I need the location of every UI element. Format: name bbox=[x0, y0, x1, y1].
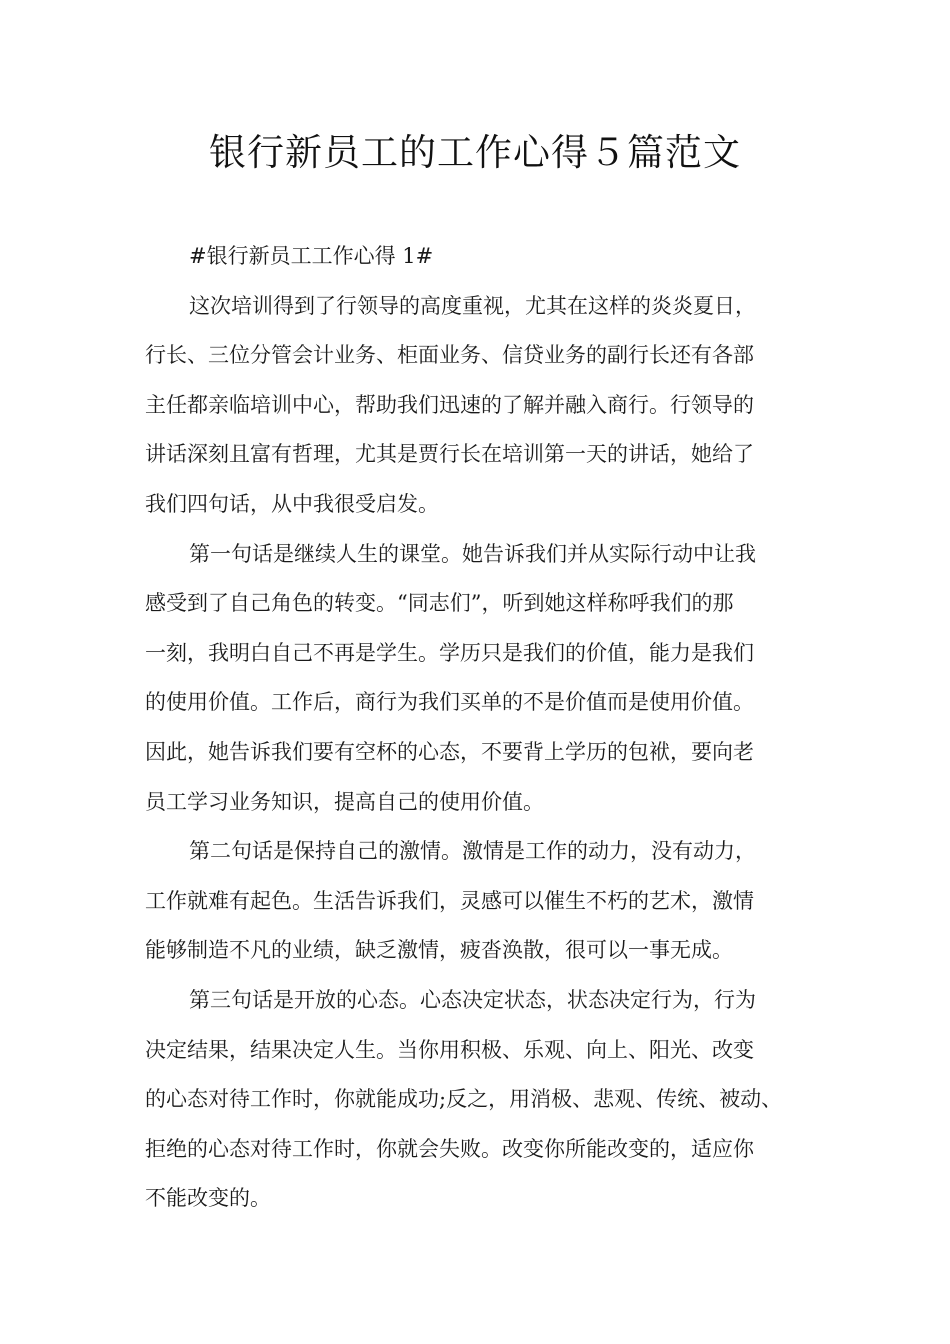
paragraph-3-line-3: 能够制造不凡的业绩，缺乏激情，疲沓涣散，很可以一事无成。 bbox=[145, 938, 733, 963]
paragraph-1-line-1: 这次培训得到了行领导的高度重视，尤其在这样的炎炎夏日， bbox=[189, 293, 756, 318]
paragraph-2-line-5: 因此，她告诉我们要有空杯的心态，不要背上学历的包袱，要向老 bbox=[145, 739, 754, 764]
paragraph-1-line-2: 行长、三位分管会计业务、柜面业务、信贷业务的副行长还有各部 bbox=[145, 343, 754, 368]
paragraph-2-line-3: 一刻，我明白自己不再是学生。学历只是我们的价值，能力是我们 bbox=[145, 640, 754, 665]
section-heading: #银行新员工工作心得 1# bbox=[189, 244, 434, 268]
paragraph-1-line-4: 讲话深刻且富有哲理，尤其是贾行长在培训第一天的讲话，她给了 bbox=[145, 442, 754, 467]
paragraph-4-line-5: 不能改变的。 bbox=[145, 1186, 271, 1211]
document-body bbox=[145, 232, 820, 1224]
paragraph-4-line-3: 的心态对待工作时，你就能成功;反之，用消极、悲观、传统、被动、 bbox=[145, 1087, 783, 1112]
paragraph-4-line-2: 决定结果，结果决定人生。当你用积极、乐观、向上、阳光、改变 bbox=[145, 1037, 754, 1062]
paragraph-2-line-6: 员工学习业务知识，提高自己的使用价值。 bbox=[145, 789, 544, 814]
paragraph-2-line-2: 感受到了自己角色的转变。“同志们”，听到她这样称呼我们的那 bbox=[145, 591, 734, 616]
paragraph-3-line-2: 工作就难有起色。生活告诉我们，灵感可以催生不朽的艺术，激情 bbox=[145, 888, 754, 913]
paragraph-2-line-4: 的使用价值。工作后，商行为我们买单的不是价值而是使用价值。 bbox=[145, 690, 754, 715]
paragraph-1-line-3: 主任都亲临培训中心，帮助我们迅速的了解并融入商行。行领导的 bbox=[145, 392, 754, 417]
paragraph-3-line-1: 第二句话是保持自己的激情。激情是工作的动力，没有动力， bbox=[189, 839, 756, 864]
paragraph-1-line-5: 我们四句话，从中我很受启发。 bbox=[145, 491, 439, 516]
page-title: 银行新员工的工作心得５篇范文 bbox=[209, 131, 741, 174]
paragraph-4-line-4: 拒绝的心态对待工作时，你就会失败。改变你所能改变的，适应你 bbox=[145, 1136, 754, 1161]
paragraph-4-line-1: 第三句话是开放的心态。心态决定状态，状态决定行为，行为 bbox=[189, 987, 756, 1012]
paragraph-2-line-1: 第一句话是继续人生的课堂。她告诉我们并从实际行动中让我 bbox=[189, 541, 756, 566]
